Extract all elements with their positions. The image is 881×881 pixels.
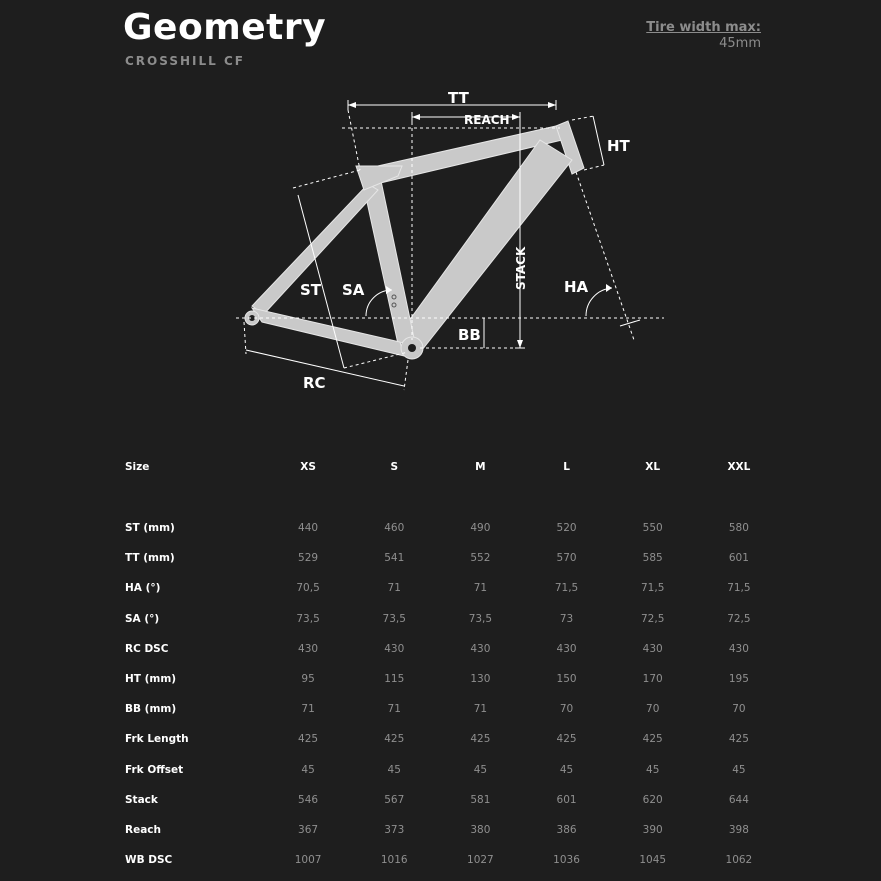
table-row [122,815,782,845]
table-cell: 170 [642,673,663,686]
table-cell: 520 [556,522,577,535]
table-cell: 425 [470,733,491,746]
table-cell: 71 [473,582,488,595]
table-cell: 72,5 [727,612,751,625]
table-cell: 541 [384,552,405,565]
size-header: Size [125,461,150,473]
table-cell: 425 [384,733,405,746]
table-cell: 425 [642,733,663,746]
table-cell: 70 [646,703,660,716]
table-cell: 430 [642,642,663,655]
page-title: Geometry [123,7,327,48]
row-label: BB (mm) [125,703,177,716]
table-row [122,664,782,694]
table-cell: 430 [298,642,319,655]
table-cell: 1007 [294,854,322,867]
table-cell: 581 [470,793,491,806]
table-cell: 115 [384,673,405,686]
ht-label: HT [607,137,630,155]
table-cell: 130 [470,673,491,686]
table-cell: 552 [470,552,491,565]
table-cell: 580 [728,522,749,535]
size-column-header: M [475,461,486,473]
table-cell: 71,5 [554,582,579,595]
bike-frame [252,121,584,356]
row-label: ST (mm) [125,522,175,535]
size-column-header: XS [300,461,316,473]
size-column-header: XXL [727,461,751,473]
table-cell: 71 [473,703,488,716]
sa-label: SA [342,281,365,299]
table-cell: 367 [298,823,319,836]
reach-label: REACH [464,113,510,127]
size-column-header: S [390,461,399,473]
model-name: CROSSHILL CF [125,54,245,68]
rc-label: RC [303,374,326,392]
geometry-table [122,452,782,875]
table-cell: 546 [298,793,319,806]
table-cell: 1016 [380,854,408,867]
table-cell: 440 [298,522,319,535]
table-cell: 490 [470,522,491,535]
table-row [122,845,782,875]
tire-width-value: 45mm [719,36,761,51]
table-cell: 390 [642,823,663,836]
size-column-header: XL [645,461,661,473]
table-cell: 644 [728,793,749,806]
table-row [122,543,782,573]
table-cell: 45 [559,763,574,776]
table-cell: 73,5 [468,612,493,625]
table-row [122,785,782,815]
table-cell: 373 [384,823,405,836]
table-cell: 195 [728,673,749,686]
table-cell: 45 [646,763,660,776]
row-label: SA (°) [125,612,160,625]
frame-geometry-diagram [0,0,881,420]
table-cell: 550 [642,522,663,535]
row-label: Stack [125,793,158,806]
table-cell: 1045 [639,854,667,867]
table-cell: 71 [387,703,401,716]
bb-label: BB [458,326,481,344]
table-cell: 71,5 [641,582,665,595]
row-label: Reach [125,823,161,836]
table-cell: 70 [732,703,746,716]
table-cell: 567 [384,793,405,806]
table-row [122,604,782,634]
row-label: RC DSC [125,642,169,655]
table-cell: 601 [728,552,749,565]
table-cell: 425 [298,733,319,746]
table-cell: 386 [556,823,577,836]
row-label: WB DSC [125,854,173,867]
row-label: Frk Offset [125,763,184,776]
table-cell: 430 [470,642,491,655]
table-row [122,724,782,754]
table-cell: 1036 [553,854,580,867]
table-cell: 398 [728,823,749,836]
table-cell: 529 [298,552,319,565]
dimension-lines [236,100,664,390]
table-cell: 71 [387,582,401,595]
row-label: HT (mm) [125,673,177,686]
chain-stay [252,308,404,356]
table-cell: 73,5 [296,612,320,625]
table-cell: 72,5 [641,612,665,625]
table-cell: 70 [559,703,574,716]
table-cell: 430 [556,642,577,655]
table-cell: 460 [384,522,405,535]
ha-label: HA [564,278,589,296]
table-cell: 570 [556,552,577,565]
table-cell: 585 [642,552,663,565]
row-label: Frk Length [125,733,189,746]
table-cell: 95 [301,673,315,686]
table-cell: 601 [556,793,577,806]
table-cell: 380 [470,823,491,836]
table-cell: 425 [728,733,749,746]
table-cell: 620 [642,793,663,806]
table-row [122,573,782,603]
table-cell: 150 [556,673,577,686]
table-cell: 430 [728,642,749,655]
row-label: HA (°) [125,582,161,595]
table-cell: 1027 [467,854,494,867]
table-cell: 45 [387,763,401,776]
table-row [122,755,782,785]
table-cell: 1062 [725,854,753,867]
table-cell: 45 [301,763,315,776]
tt-label: TT [448,89,469,107]
table-cell: 430 [384,642,405,655]
row-label: TT (mm) [125,552,175,565]
table-cell: 73 [559,612,574,625]
table-cell: 45 [473,763,488,776]
table-cell: 73,5 [382,612,406,625]
table-row [122,694,782,724]
size-column-header: L [563,461,570,473]
stack-label: STACK [514,246,528,290]
table-cell: 71,5 [727,582,751,595]
table-row [122,634,782,664]
st-label: ST [300,281,322,299]
table-cell: 70,5 [296,582,320,595]
table-row [122,513,782,543]
table-cell: 425 [556,733,577,746]
table-header-row [122,452,782,482]
table-cell: 45 [732,763,746,776]
table-spacer [122,482,782,513]
table-cell: 71 [301,703,315,716]
tire-width-label: Tire width max: [646,20,761,35]
